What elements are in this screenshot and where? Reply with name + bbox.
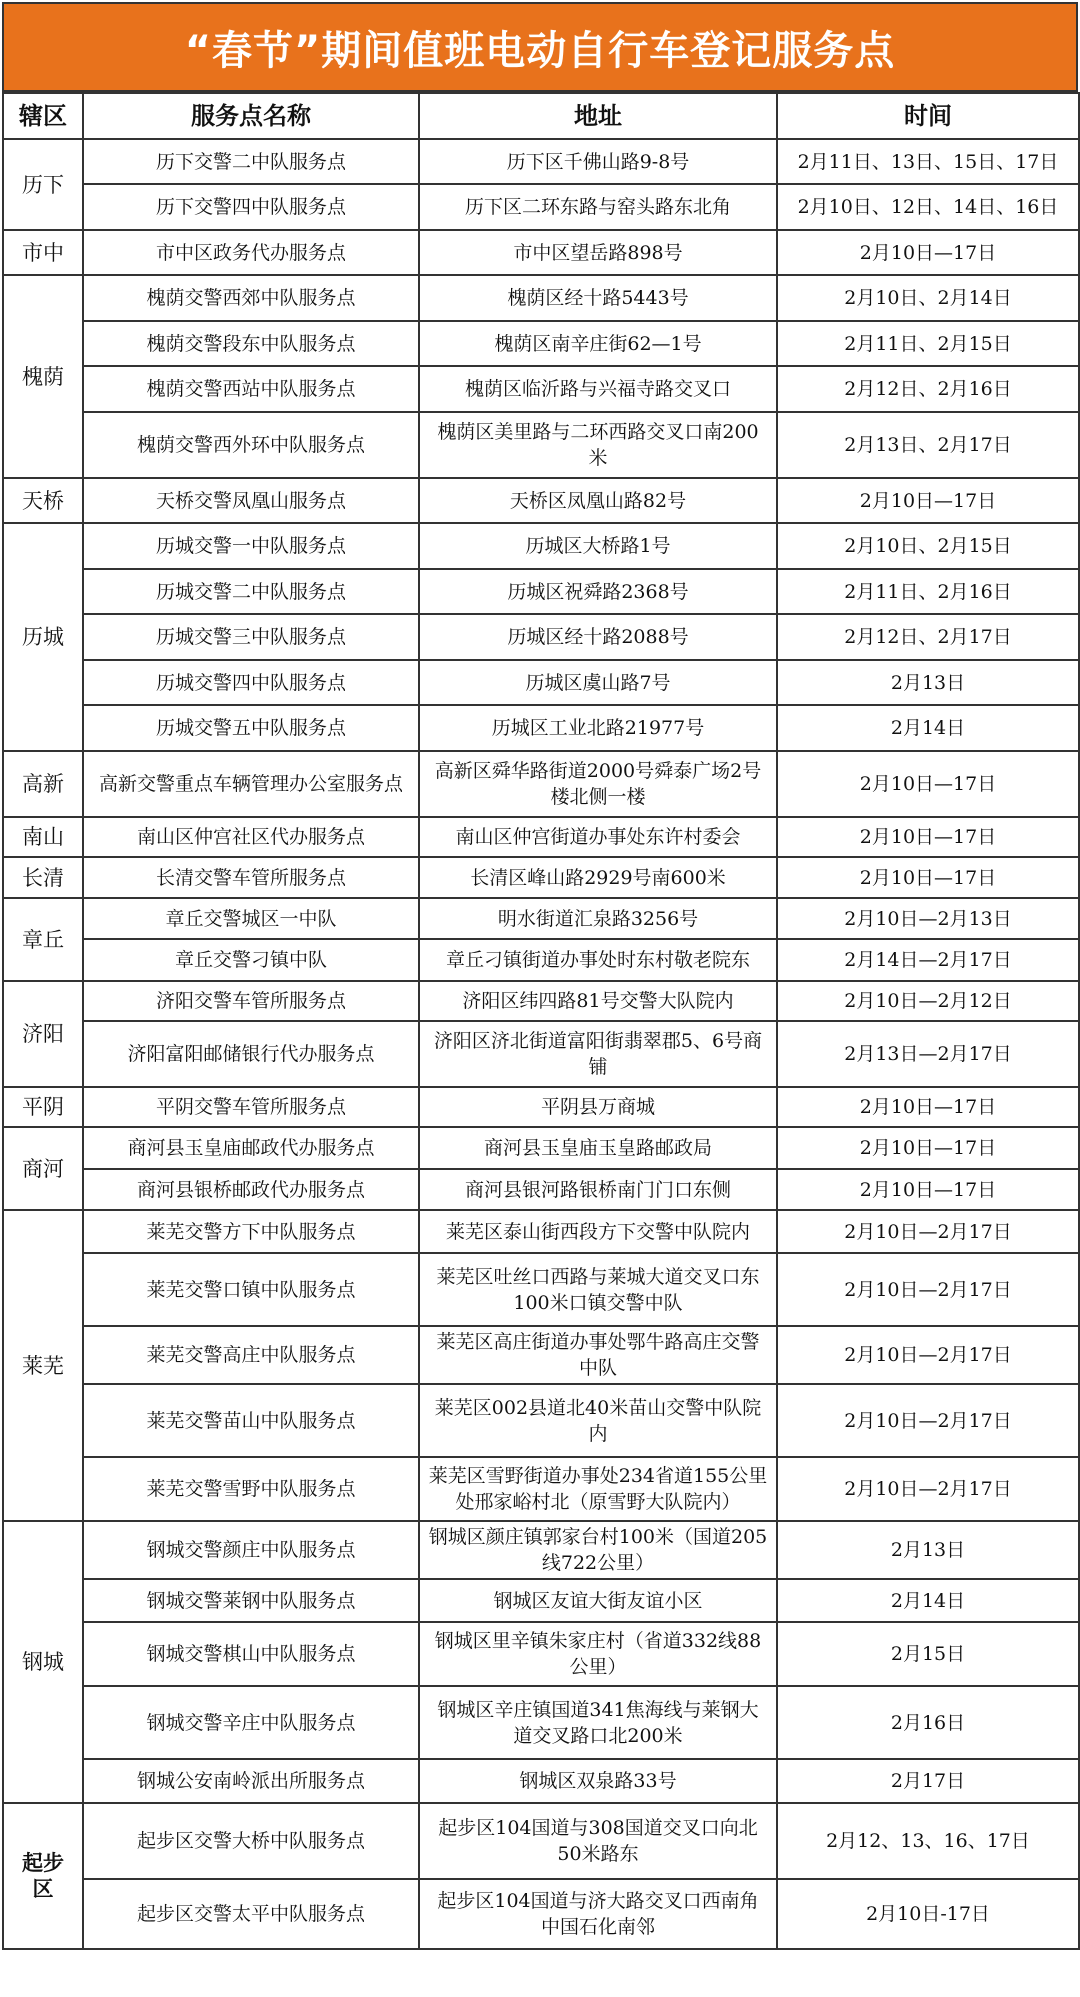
- time-cell: 2月16日: [777, 1686, 1079, 1759]
- time-cell: 2月11日、2月15日: [777, 321, 1079, 366]
- header-address: 地址: [419, 93, 777, 139]
- district-cell: 市中: [3, 230, 83, 275]
- service-point-name-cell: 莱芜交警高庄中队服务点: [83, 1326, 419, 1384]
- table-row: [3, 321, 1079, 366]
- table-row: [3, 139, 1079, 184]
- service-point-name-cell: 钢城交警颜庄中队服务点: [83, 1521, 419, 1579]
- address-cell: 历下区二环东路与窑头路东北角: [419, 184, 777, 230]
- address-cell: 商河县银河路银桥南门门口东侧: [419, 1169, 777, 1210]
- service-point-name-cell: 市中区政务代办服务点: [83, 230, 419, 275]
- address-cell: 历城区虞山路7号: [419, 660, 777, 705]
- district-cell: 章丘: [3, 898, 83, 981]
- time-cell: 2月10日-17日: [777, 1879, 1079, 1949]
- table-row: [3, 1326, 1079, 1384]
- time-cell: 2月13日: [777, 1521, 1079, 1579]
- table-row: [3, 1759, 1079, 1803]
- table-row: [3, 275, 1079, 321]
- address-cell: 高新区舜华路街道2000号舜泰广场2号楼北侧一楼: [419, 751, 777, 817]
- service-point-name-cell: 历城交警三中队服务点: [83, 614, 419, 660]
- time-cell: 2月10日—17日: [777, 751, 1079, 817]
- time-cell: 2月13日: [777, 660, 1079, 705]
- service-point-name-cell: 商河县玉皇庙邮政代办服务点: [83, 1127, 419, 1169]
- table-row: [3, 1127, 1079, 1169]
- service-point-name-cell: 莱芜交警苗山中队服务点: [83, 1384, 419, 1457]
- table-row: [3, 660, 1079, 705]
- table-row: [3, 1210, 1079, 1253]
- service-point-name-cell: 钢城公安南岭派出所服务点: [83, 1759, 419, 1803]
- service-point-name-cell: 济阳交警车管所服务点: [83, 981, 419, 1021]
- service-point-name-cell: 钢城交警莱钢中队服务点: [83, 1579, 419, 1622]
- service-point-name-cell: 商河县银桥邮政代办服务点: [83, 1169, 419, 1210]
- time-cell: 2月10日—17日: [777, 1087, 1079, 1127]
- table-row: [3, 1384, 1079, 1457]
- district-cell: 槐荫: [3, 275, 83, 478]
- table-row: [3, 705, 1079, 751]
- district-cell: 高新: [3, 751, 83, 817]
- district-cell: 长清: [3, 857, 83, 898]
- table-row: [3, 751, 1079, 817]
- table-row: [3, 1686, 1079, 1759]
- header-service-point-name: 服务点名称: [83, 93, 419, 139]
- address-cell: 槐荫区南辛庄街62—1号: [419, 321, 777, 366]
- table-row: [3, 1879, 1079, 1949]
- service-point-name-cell: 平阴交警车管所服务点: [83, 1087, 419, 1127]
- time-cell: 2月10日—2月17日: [777, 1457, 1079, 1521]
- service-point-name-cell: 历城交警四中队服务点: [83, 660, 419, 705]
- table-row: [3, 857, 1079, 898]
- time-cell: 2月17日: [777, 1759, 1079, 1803]
- service-point-name-cell: 天桥交警凤凰山服务点: [83, 478, 419, 523]
- address-cell: 历城区经十路2088号: [419, 614, 777, 660]
- time-cell: 2月10日—17日: [777, 1127, 1079, 1169]
- header-district: 辖区: [3, 93, 83, 139]
- time-cell: 2月10日—17日: [777, 478, 1079, 523]
- service-point-name-cell: 历城交警五中队服务点: [83, 705, 419, 751]
- table-row: [3, 817, 1079, 857]
- service-point-name-cell: 槐荫交警西站中队服务点: [83, 366, 419, 412]
- time-cell: 2月10日、12日、14日、16日: [777, 184, 1079, 230]
- table-row: [3, 366, 1079, 412]
- service-point-name-cell: 章丘交警刁镇中队: [83, 939, 419, 981]
- address-cell: 钢城区颜庄镇郭家台村100米（国道205线722公里）: [419, 1521, 777, 1579]
- service-point-name-cell: 历下交警二中队服务点: [83, 139, 419, 184]
- service-point-name-cell: 历下交警四中队服务点: [83, 184, 419, 230]
- time-cell: 2月12、13、16、17日: [777, 1803, 1079, 1879]
- table-row: [3, 1169, 1079, 1210]
- address-cell: 历城区祝舜路2368号: [419, 569, 777, 614]
- header-time: 时间: [777, 93, 1079, 139]
- address-cell: 莱芜区002县道北40米苗山交警中队院内: [419, 1384, 777, 1457]
- table-row: [3, 184, 1079, 230]
- table-row: [3, 981, 1079, 1021]
- table-row: [3, 1253, 1079, 1326]
- table-row: [3, 412, 1079, 478]
- service-point-name-cell: 莱芜交警口镇中队服务点: [83, 1253, 419, 1326]
- service-point-name-cell: 钢城交警辛庄中队服务点: [83, 1686, 419, 1759]
- address-cell: 起步区104国道与308国道交叉口向北50米路东: [419, 1803, 777, 1879]
- address-cell: 济阳区纬四路81号交警大队院内: [419, 981, 777, 1021]
- time-cell: 2月14日—2月17日: [777, 939, 1079, 981]
- time-cell: 2月13日、2月17日: [777, 412, 1079, 478]
- time-cell: 2月10日—17日: [777, 1169, 1079, 1210]
- address-cell: 历城区工业北路21977号: [419, 705, 777, 751]
- address-cell: 明水街道汇泉路3256号: [419, 898, 777, 939]
- service-point-name-cell: 槐荫交警段东中队服务点: [83, 321, 419, 366]
- address-cell: 市中区望岳路898号: [419, 230, 777, 275]
- district-cell: 商河: [3, 1127, 83, 1210]
- service-point-name-cell: 历城交警一中队服务点: [83, 523, 419, 569]
- time-cell: 2月10日—17日: [777, 817, 1079, 857]
- address-cell: 槐荫区经十路5443号: [419, 275, 777, 321]
- time-cell: 2月10日、2月15日: [777, 523, 1079, 569]
- table-row: [3, 1803, 1079, 1879]
- service-point-name-cell: 莱芜交警雪野中队服务点: [83, 1457, 419, 1521]
- table-row: [3, 1021, 1079, 1087]
- district-cell: 南山: [3, 817, 83, 857]
- district-cell: 钢城: [3, 1521, 83, 1803]
- address-cell: 钢城区友谊大街友谊小区: [419, 1579, 777, 1622]
- time-cell: 2月13日—2月17日: [777, 1021, 1079, 1087]
- time-cell: 2月12日、2月17日: [777, 614, 1079, 660]
- table-row: [3, 1087, 1079, 1127]
- address-cell: 历城区大桥路1号: [419, 523, 777, 569]
- time-cell: 2月11日、13日、15日、17日: [777, 139, 1079, 184]
- address-cell: 莱芜区吐丝口西路与莱城大道交叉口东100米口镇交警中队: [419, 1253, 777, 1326]
- page-title-bar: [2, 2, 1078, 92]
- address-cell: 钢城区里辛镇朱家庄村（省道332线88公里）: [419, 1622, 777, 1686]
- time-cell: 2月10日—2月17日: [777, 1210, 1079, 1253]
- table-body: [3, 139, 1079, 1949]
- time-cell: 2月10日—2月17日: [777, 1326, 1079, 1384]
- table-row: [3, 1521, 1079, 1579]
- time-cell: 2月12日、2月16日: [777, 366, 1079, 412]
- address-cell: 章丘刁镇街道办事处时东村敬老院东: [419, 939, 777, 981]
- service-point-name-cell: 高新交警重点车辆管理办公室服务点: [83, 751, 419, 817]
- table-row: [3, 614, 1079, 660]
- district-cell: 平阴: [3, 1087, 83, 1127]
- service-point-name-cell: 起步区交警大桥中队服务点: [83, 1803, 419, 1879]
- district-cell: 天桥: [3, 478, 83, 523]
- table-row: [3, 523, 1079, 569]
- address-cell: 莱芜区泰山街西段方下交警中队院内: [419, 1210, 777, 1253]
- address-cell: 长清区峰山路2929号南600米: [419, 857, 777, 898]
- address-cell: 莱芜区高庄街道办事处鄂牛路高庄交警中队: [419, 1326, 777, 1384]
- time-cell: 2月14日: [777, 1579, 1079, 1622]
- address-cell: 平阴县万商城: [419, 1087, 777, 1127]
- address-cell: 历下区千佛山路9-8号: [419, 139, 777, 184]
- service-points-table: [2, 92, 1080, 1950]
- address-cell: 槐荫区临沂路与兴福寺路交叉口: [419, 366, 777, 412]
- service-point-name-cell: 槐荫交警西郊中队服务点: [83, 275, 419, 321]
- time-cell: 2月10日—2月13日: [777, 898, 1079, 939]
- address-cell: 天桥区凤凰山路82号: [419, 478, 777, 523]
- address-cell: 钢城区辛庄镇国道341焦海线与莱钢大道交叉路口北200米: [419, 1686, 777, 1759]
- district-cell: 历城: [3, 523, 83, 751]
- time-cell: 2月14日: [777, 705, 1079, 751]
- address-cell: 钢城区双泉路33号: [419, 1759, 777, 1803]
- time-cell: 2月10日、2月14日: [777, 275, 1079, 321]
- service-point-name-cell: 槐荫交警西外环中队服务点: [83, 412, 419, 478]
- service-point-name-cell: 历城交警二中队服务点: [83, 569, 419, 614]
- district-cell: 起步区: [3, 1803, 83, 1949]
- address-cell: 南山区仲宫街道办事处东许村委会: [419, 817, 777, 857]
- address-cell: 起步区104国道与济大路交叉口西南角中国石化南邻: [419, 1879, 777, 1949]
- service-point-name-cell: 钢城交警棋山中队服务点: [83, 1622, 419, 1686]
- service-point-name-cell: 长清交警车管所服务点: [83, 857, 419, 898]
- table-row: [3, 898, 1079, 939]
- table-header-row: [3, 93, 1079, 139]
- time-cell: 2月15日: [777, 1622, 1079, 1686]
- table-row: [3, 230, 1079, 275]
- address-cell: 济阳区济北街道富阳街翡翠郡5、6号商铺: [419, 1021, 777, 1087]
- table-row: [3, 569, 1079, 614]
- time-cell: 2月10日—17日: [777, 857, 1079, 898]
- service-point-name-cell: 莱芜交警方下中队服务点: [83, 1210, 419, 1253]
- table-row: [3, 939, 1079, 981]
- time-cell: 2月10日—2月17日: [777, 1384, 1079, 1457]
- address-cell: 商河县玉皇庙玉皇路邮政局: [419, 1127, 777, 1169]
- service-point-name-cell: 南山区仲宫社区代办服务点: [83, 817, 419, 857]
- time-cell: 2月10日—2月12日: [777, 981, 1079, 1021]
- service-point-name-cell: 章丘交警城区一中队: [83, 898, 419, 939]
- table-row: [3, 478, 1079, 523]
- table-row: [3, 1579, 1079, 1622]
- address-cell: 莱芜区雪野街道办事处234省道155公里处邢家峪村北（原雪野大队院内）: [419, 1457, 777, 1521]
- time-cell: 2月10日—2月17日: [777, 1253, 1079, 1326]
- table-row: [3, 1622, 1079, 1686]
- time-cell: 2月11日、2月16日: [777, 569, 1079, 614]
- service-point-name-cell: 起步区交警太平中队服务点: [83, 1879, 419, 1949]
- district-cell: 莱芜: [3, 1210, 83, 1521]
- time-cell: 2月10日—17日: [777, 230, 1079, 275]
- table-row: [3, 1457, 1079, 1521]
- district-cell: 历下: [3, 139, 83, 230]
- service-point-name-cell: 济阳富阳邮储银行代办服务点: [83, 1021, 419, 1087]
- district-cell: 济阳: [3, 981, 83, 1087]
- address-cell: 槐荫区美里路与二环西路交叉口南200米: [419, 412, 777, 478]
- page-title: “春节”期间值班电动自行车登记服务点: [184, 27, 896, 74]
